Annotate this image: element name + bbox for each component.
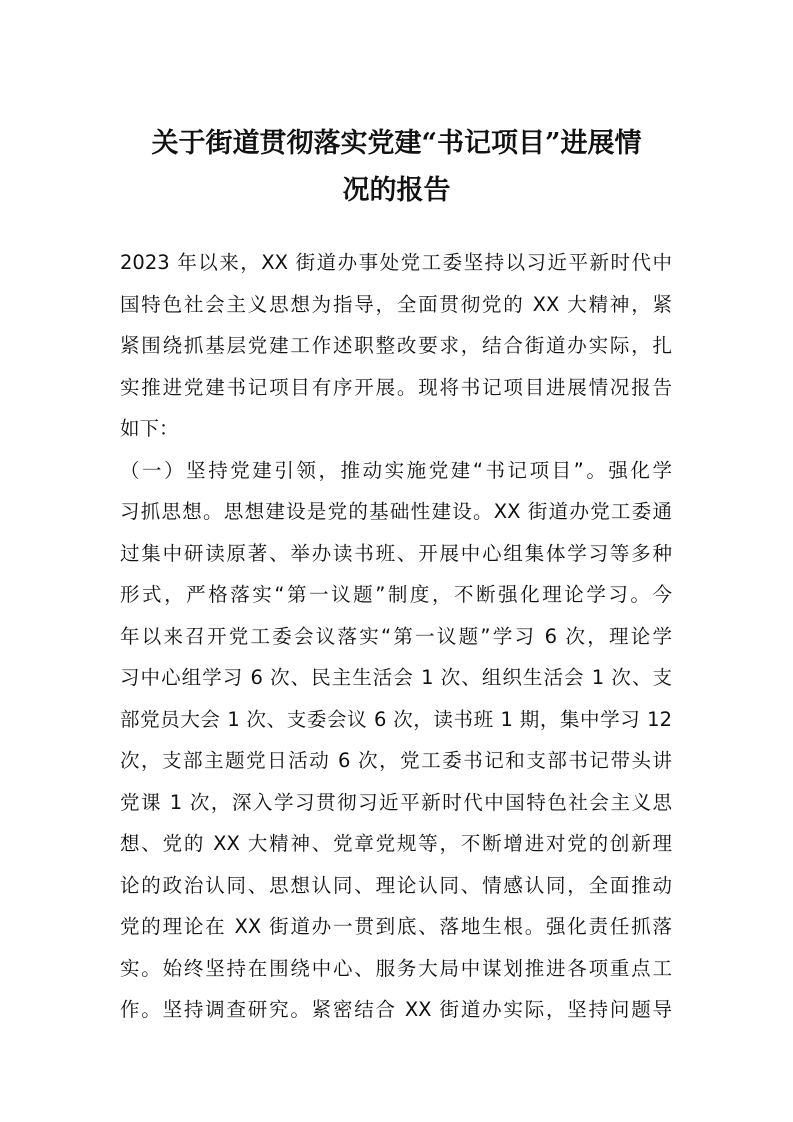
document-title: [90, 120, 703, 214]
text-line: 习中心组学习 6 次、民主生活会 1 次、组织生活会 1 次、支: [120, 666, 672, 689]
document-body: [120, 242, 672, 1031]
text-line: 形式，严格落实“第一议题”制度，不断强化理论学习。今: [120, 583, 672, 606]
text-line: 论的政治认同、思想认同、理论认同、情感认同，全面推动: [120, 873, 672, 897]
text-line: 2023 年以来，XX 街道办事处党工委坚持以习近平新时代中: [120, 251, 672, 274]
text-line: 次，支部主题党日活动 6 次，党工委书记和支部书记带头讲: [120, 749, 672, 772]
text-line: 紧围绕抓基层党建工作述职整改要求，结合街道办实际，扎: [120, 334, 672, 357]
text-line: 如下：: [120, 417, 179, 440]
section-heading-line: （一）坚持党建引领，推动实施党建“书记项目”。强化学: [120, 458, 672, 482]
text-line: 过集中研读原著、举办读书班、开展中心组集体学习等多种: [120, 541, 672, 565]
title-line: 关于街道贯彻落实党建“书记项目”进展情: [151, 128, 642, 159]
text-line: 作。坚持调查研究。紧密结合 XX 街道办实际，坚持问题导: [120, 998, 672, 1021]
text-line: 想、党的 XX 大精神、党章党规等，不断增进对党的创新理: [120, 832, 672, 855]
text-line: 年以来召开党工委会议落实“第一议题”学习 6 次，理论学: [120, 624, 672, 648]
text-line: 党的理论在 XX 街道办一贯到底、落地生根。强化责任抓落: [120, 915, 672, 938]
text-line: 部党员大会 1 次、支委会议 6 次，读书班 1 期，集中学习 12: [120, 707, 672, 731]
text-line: 习抓思想。思想建设是党的基础性建设。XX 街道办党工委通: [120, 500, 672, 523]
text-line: 实推进党建书记项目有序开展。现将书记项目进展情况报告: [120, 375, 672, 399]
title-line: 况的报告: [342, 175, 451, 206]
text-line: 实。始终坚持在围绕中心、服务大局中谋划推进各项重点工: [120, 956, 672, 980]
text-line: 国特色社会主义思想为指导，全面贯彻党的 XX 大精神，紧: [120, 292, 672, 316]
text-line: 党课 1 次，深入学习贯彻习近平新时代中国特色社会主义思: [120, 790, 672, 814]
